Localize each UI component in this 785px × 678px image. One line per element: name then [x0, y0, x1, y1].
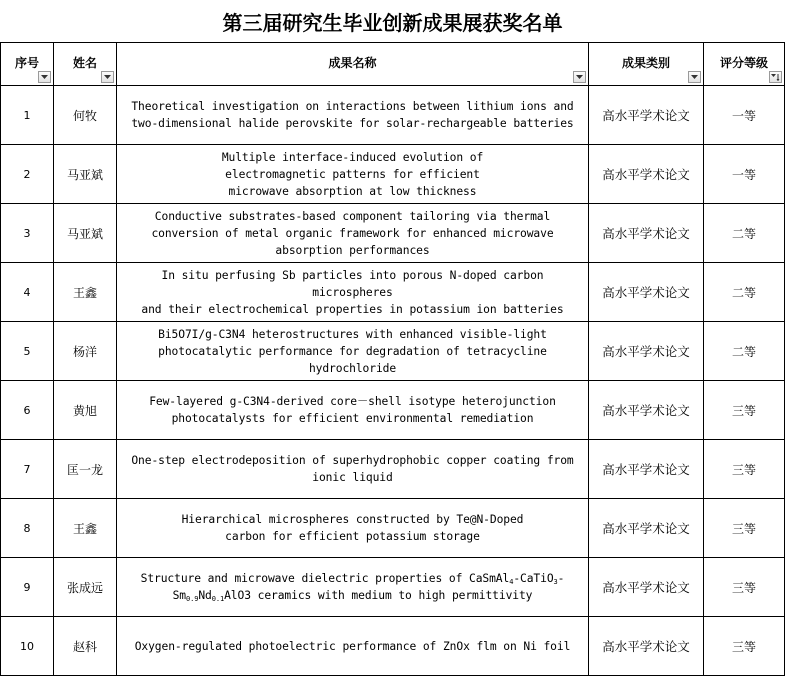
- row-index: 1: [1, 86, 54, 145]
- header-result-title: [117, 43, 589, 86]
- table-row[interactable]: [1, 204, 785, 263]
- table-row[interactable]: [1, 381, 785, 440]
- table-row[interactable]: [1, 440, 785, 499]
- row-grade: 三等: [704, 499, 785, 558]
- header-name-label: 姓名: [72, 55, 97, 70]
- row-category: 高水平学术论文: [589, 204, 704, 263]
- row-result-title: Oxygen-regulated photoelectric performance of ZnOx flm on Ni foil: [117, 617, 589, 676]
- row-category: 高水平学术论文: [589, 145, 704, 204]
- row-category: 高水平学术论文: [589, 263, 704, 322]
- header-row: [1, 43, 785, 86]
- row-grade: 一等: [704, 145, 785, 204]
- table-row[interactable]: [1, 263, 785, 322]
- row-result-title: Multiple interface-induced evolution of electromagnetic patterns for efficient microwave absorption at low thickness: [117, 145, 589, 204]
- header-category-label: 成果类别: [621, 55, 670, 70]
- row-name: 何牧: [54, 86, 117, 145]
- row-name: 马亚斌: [54, 145, 117, 204]
- row-index: 9: [1, 558, 54, 617]
- filter-dropdown-icon[interactable]: [573, 71, 586, 83]
- filter-dropdown-icon[interactable]: [688, 71, 701, 83]
- header-grade-label: 评分等级: [719, 55, 768, 70]
- table-row[interactable]: [1, 86, 785, 145]
- sheet-title: 第三届研究生毕业创新成果展获奖名单: [222, 10, 563, 35]
- row-grade: 三等: [704, 381, 785, 440]
- row-name: 匡一龙: [54, 440, 117, 499]
- row-category: 高水平学术论文: [589, 558, 704, 617]
- row-result-title: Few-layered g-C3N4-derived core－shell isotype heterojunction photocatalysts for efficient environmental remediation: [117, 381, 589, 440]
- table-row[interactable]: [1, 322, 785, 381]
- row-grade: 二等: [704, 204, 785, 263]
- row-result-title: Theoretical investigation on interactions between lithium ions and two-dimensional halide perovskite for solar-rechargeable batteries: [117, 86, 589, 145]
- row-grade: 一等: [704, 86, 785, 145]
- row-index: 5: [1, 322, 54, 381]
- row-category: 高水平学术论文: [589, 86, 704, 145]
- row-category: 高水平学术论文: [589, 617, 704, 676]
- row-index: 4: [1, 263, 54, 322]
- row-grade: 二等: [704, 322, 785, 381]
- row-grade: 三等: [704, 440, 785, 499]
- row-result-title: Hierarchical microspheres constructed by Te@N-Doped carbon for efficient potassium storage: [117, 499, 589, 558]
- row-name: 张成远: [54, 558, 117, 617]
- row-result-title: One-step electrodeposition of superhydrophobic copper coating from ionic liquid: [117, 440, 589, 499]
- table-row[interactable]: [1, 499, 785, 558]
- row-result-title: Bi5O7I/g-C3N4 heterostructures with enhanced visible-light photocatalytic performance for degradation of tetracycline hydrochloride: [117, 322, 589, 381]
- row-category: 高水平学术论文: [589, 440, 704, 499]
- row-name: 赵科: [54, 617, 117, 676]
- row-result-title: Structure and microwave dielectric properties of CaSmAl$_4$-CaTiO$_3$- $Sm_{0.9}Nd_{0.1}AlO3$ ceramics with medium to high permittivity: [117, 558, 589, 617]
- row-index: 3: [1, 204, 54, 263]
- sort-filter-icon[interactable]: [769, 71, 782, 83]
- row-name: 杨洋: [54, 322, 117, 381]
- row-grade: 三等: [704, 617, 785, 676]
- row-index: 8: [1, 499, 54, 558]
- row-result-title: Conductive substrates-based component tailoring via thermal conversion of metal organic framework for enhanced microwave absorption performances: [117, 204, 589, 263]
- row-name: 王鑫: [54, 499, 117, 558]
- row-grade: 二等: [704, 263, 785, 322]
- table-row[interactable]: [1, 617, 785, 676]
- row-name: 黄旭: [54, 381, 117, 440]
- table-row[interactable]: [1, 558, 785, 617]
- row-category: 高水平学术论文: [589, 499, 704, 558]
- row-result-title: In situ perfusing Sb particles into porous N-doped carbon microspheres and their electrochemical properties in potassium ion batteries: [117, 263, 589, 322]
- award-table: [0, 42, 785, 676]
- header-category: [589, 43, 704, 86]
- header-result-title-label: 成果名称: [328, 55, 377, 70]
- row-name: 马亚斌: [54, 204, 117, 263]
- row-name: 王鑫: [54, 263, 117, 322]
- filter-dropdown-icon[interactable]: [38, 71, 51, 83]
- header-index: [1, 43, 54, 86]
- header-name: [54, 43, 117, 86]
- row-index: 10: [1, 617, 54, 676]
- header-grade: [704, 43, 785, 86]
- row-index: 2: [1, 145, 54, 204]
- header-index-label: 序号: [14, 55, 39, 70]
- row-category: 高水平学术论文: [589, 322, 704, 381]
- table-row[interactable]: [1, 145, 785, 204]
- row-index: 7: [1, 440, 54, 499]
- row-category: 高水平学术论文: [589, 381, 704, 440]
- row-grade: 三等: [704, 558, 785, 617]
- row-index: 6: [1, 381, 54, 440]
- filter-dropdown-icon[interactable]: [101, 71, 114, 83]
